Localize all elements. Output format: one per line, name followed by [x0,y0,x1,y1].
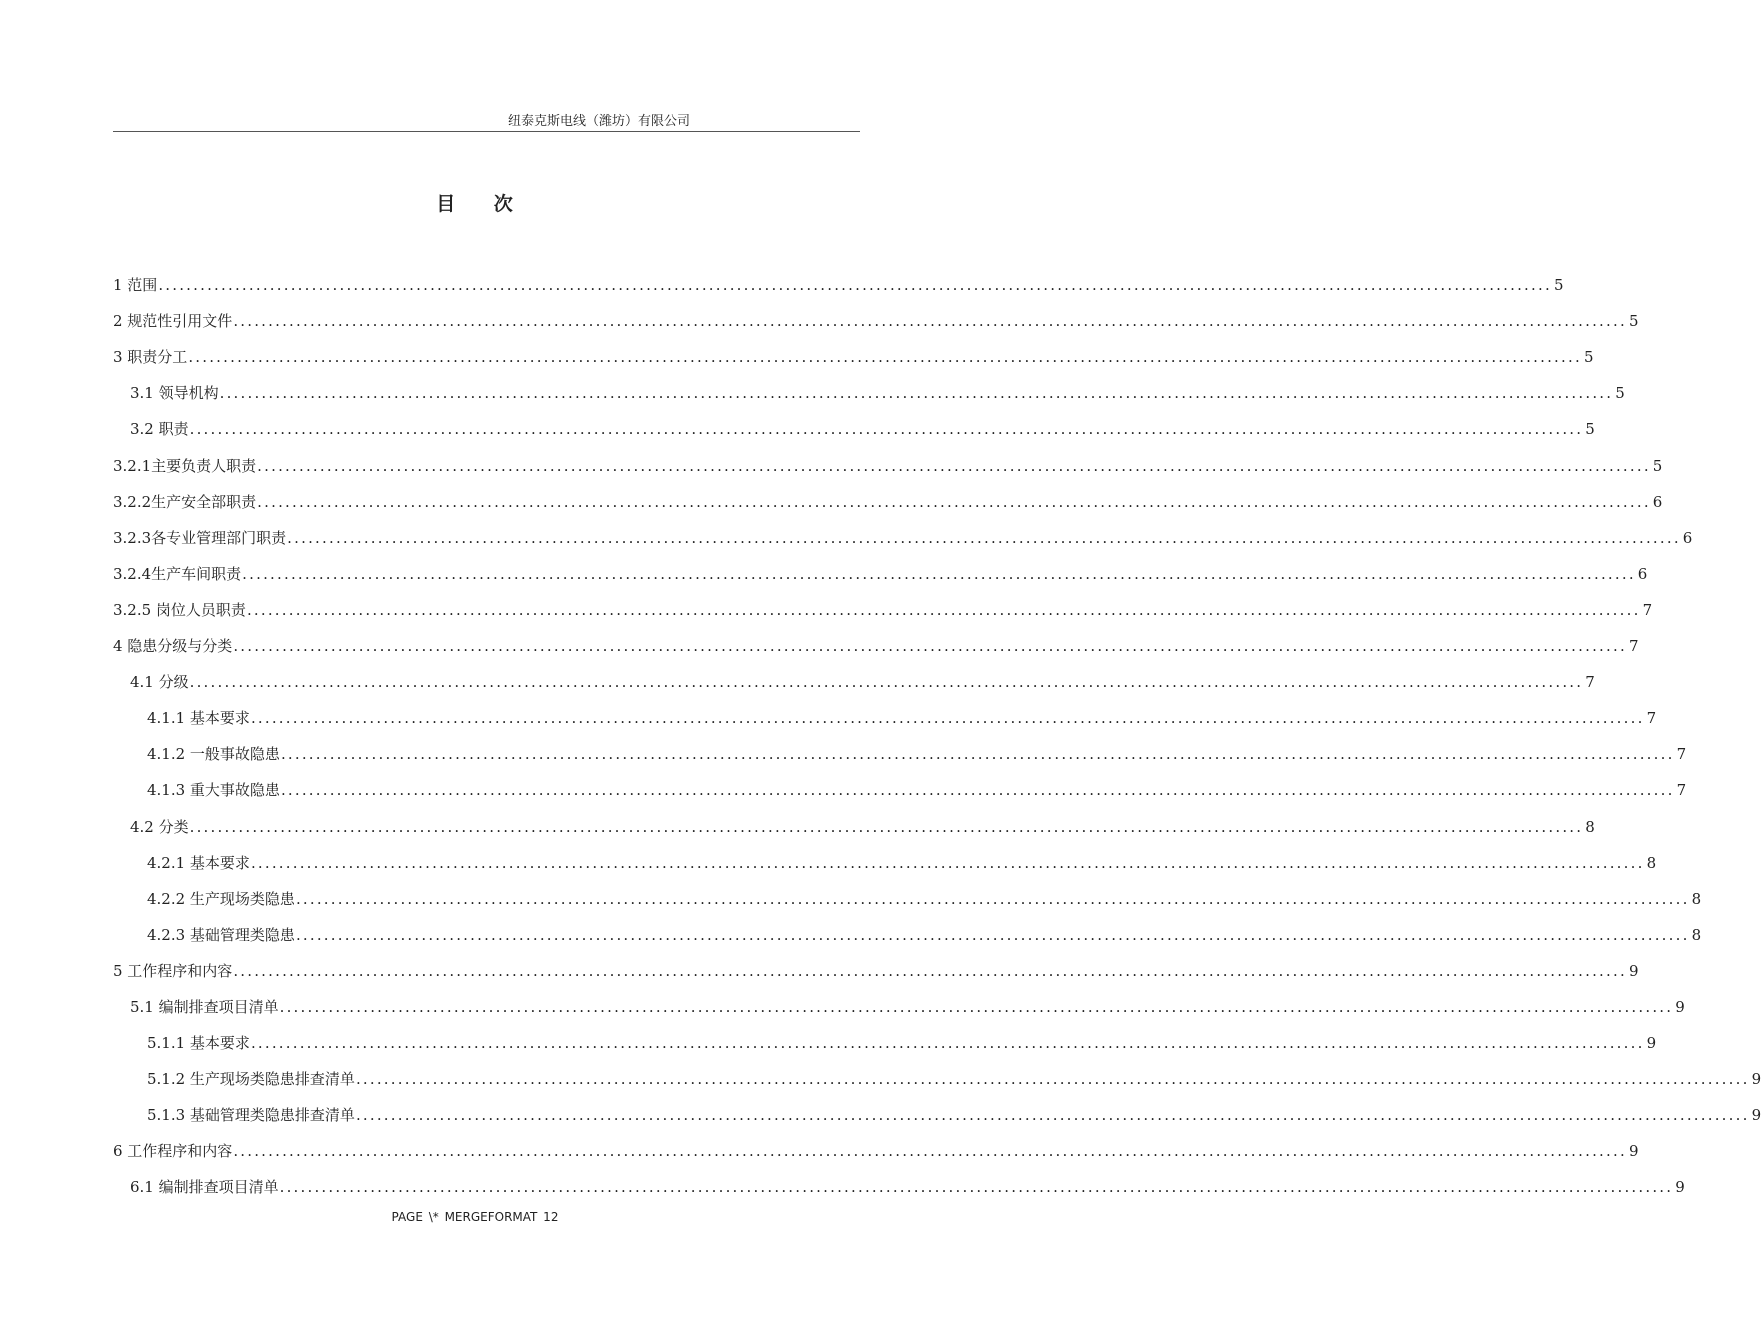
toc-dot-leader: ........................................................................................................................................................................................................ [188,348,1582,367]
toc-entry-label: 3.2.4生产车间职责 [113,564,242,583]
toc-dot-leader: ........................................................................................................................................................................................................ [250,1034,1645,1053]
toc-entry-page: 8 [1585,817,1595,836]
toc-entry-page: 9 [1646,1034,1657,1053]
toc-entry-page: 9 [1628,961,1639,980]
toc-entry[interactable] [113,731,1687,767]
toc-entry[interactable] [113,442,1663,478]
toc-entry[interactable] [113,515,1693,551]
toc-entry-label: 3.2.2生产安全部职责 [113,492,257,511]
toc-dot-leader: ........................................................................................................................................................................................................ [250,853,1645,872]
toc-entry-label: 4.2 分类 [130,817,189,836]
toc-entry[interactable] [113,334,1594,370]
toc-entry-page: 9 [1751,1070,1761,1089]
toc-entry-label: 4.1.2 一般事故隐患 [147,745,280,764]
toc-dot-leader: ........................................................................................................................................................................................................ [233,961,1627,980]
toc-dot-leader: ........................................................................................................................................................................................................ [189,420,1584,439]
toc-entry[interactable] [113,840,1657,876]
toc-entry[interactable] [113,876,1702,912]
toc-dot-leader: ........................................................................................................................................................................................................ [250,709,1645,728]
toc-entry-page: 5 [1585,420,1595,439]
toc-dot-leader: ........................................................................................................................................................................................................ [295,889,1690,908]
toc-entry-page: 6 [1652,492,1663,511]
toc-entry-label: 5.1.3 基础管理类隐患排查清单 [147,1106,355,1125]
toc-dot-leader: ........................................................................................................................................................................................................ [233,1142,1627,1161]
toc-entry[interactable] [113,767,1687,803]
toc-entry-label: 5.1.2 生产现场类隐患排查清单 [147,1070,355,1089]
toc-entry-label: 4.1.3 重大事故隐患 [147,781,280,800]
toc-entry-label: 4 隐患分级与分类 [113,637,233,656]
toc-entry[interactable] [113,1164,1685,1200]
toc-entry[interactable] [113,659,1595,695]
page-footer-field: PAGE \* MERGEFORMAT 12 [391,1210,559,1224]
toc-dot-leader: ........................................................................................................................................................................................................ [219,384,1614,403]
toc-dot-leader: ........................................................................................................................................................................................................ [158,276,1552,295]
toc-dot-leader: ........................................................................................................................................................................................................ [287,528,1681,547]
toc-dot-leader: ........................................................................................................................................................................................................ [233,312,1627,331]
toc-entry[interactable] [113,298,1639,334]
toc-entry[interactable] [113,912,1702,948]
toc-entry[interactable] [113,479,1663,515]
toc-entry-label: 4.1 分级 [130,673,189,692]
toc-entry[interactable] [113,623,1639,659]
toc-dot-leader: ........................................................................................................................................................................................................ [189,673,1584,692]
toc-entry-label: 3.1 领导机构 [130,384,219,403]
toc-entry[interactable] [113,984,1685,1020]
page-header [113,113,860,132]
toc-entry-page: 5 [1628,312,1639,331]
toc-entry[interactable] [113,1056,1761,1092]
toc-dot-leader: ........................................................................................................................................................................................................ [257,492,1651,511]
toc-entry[interactable] [113,1020,1657,1056]
toc-entry-page: 8 [1691,889,1702,908]
toc-dot-leader: ........................................................................................................................................................................................................ [279,1178,1674,1197]
toc-entry[interactable] [113,695,1657,731]
toc-dot-leader: ........................................................................................................................................................................................................ [280,781,1675,800]
toc-entry[interactable] [113,262,1564,298]
toc-entry[interactable] [113,587,1653,623]
toc-entry-label: 4.2.2 生产现场类隐患 [147,889,295,908]
toc-entry-label: 3.2.1主要负责人职责 [113,456,257,475]
toc-dot-leader: ........................................................................................................................................................................................................ [189,817,1584,836]
toc-dot-leader: ........................................................................................................................................................................................................ [355,1106,1750,1125]
toc-entry-label: 1 范围 [113,276,158,295]
company-name: 纽泰克斯电线（潍坊）有限公司 [508,114,691,129]
toc-dot-leader: ........................................................................................................................................................................................................ [257,456,1651,475]
toc-entry-label: 3 职责分工 [113,348,188,367]
toc-entry-label: 5.1.1 基本要求 [147,1034,250,1053]
toc-entry[interactable] [113,948,1639,984]
toc-entry-page: 9 [1675,1178,1685,1197]
page-title: 目 次 [436,193,514,215]
toc-entry-label: 4.1.1 基本要求 [147,709,250,728]
toc-dot-leader: ........................................................................................................................................................................................................ [246,600,1641,619]
toc-entry-label: 6 工作程序和内容 [113,1142,233,1161]
toc-dot-leader: ........................................................................................................................................................................................................ [355,1070,1750,1089]
toc-entry-page: 7 [1676,781,1687,800]
toc-entry-page: 9 [1628,1142,1639,1161]
toc-entry-page: 7 [1585,673,1595,692]
toc-entry-page: 5 [1583,348,1594,367]
toc-dot-leader: ........................................................................................................................................................................................................ [233,637,1627,656]
toc-entry-page: 6 [1637,564,1648,583]
toc-entry-label: 5 工作程序和内容 [113,961,233,980]
toc-dot-leader: ........................................................................................................................................................................................................ [280,745,1675,764]
toc-entry-page: 5 [1615,384,1625,403]
toc-entry-label: 6.1 编制排查项目清单 [130,1178,279,1197]
toc-entry-page: 7 [1642,600,1653,619]
toc-entry[interactable] [113,370,1625,406]
toc-entry-label: 5.1 编制排查项目清单 [130,997,279,1016]
toc-entry-label: 4.2.1 基本要求 [147,853,250,872]
toc-entry-page: 6 [1682,528,1693,547]
toc-dot-leader: ........................................................................................................................................................................................................ [295,925,1690,944]
toc-entry[interactable] [113,551,1648,587]
toc-entry-page: 7 [1646,709,1657,728]
toc-entry[interactable] [113,1128,1639,1164]
table-of-contents [113,262,1761,1200]
toc-entry-label: 4.2.3 基础管理类隐患 [147,925,295,944]
toc-entry-label: 3.2.5 岗位人员职责 [113,600,246,619]
toc-entry-page: 5 [1652,456,1663,475]
toc-entry-page: 8 [1646,853,1657,872]
toc-entry[interactable] [113,803,1595,839]
toc-entry-page: 8 [1691,925,1702,944]
toc-entry-label: 3.2.3各专业管理部门职责 [113,528,287,547]
toc-entry-page: 9 [1675,997,1685,1016]
toc-entry-page: 7 [1628,637,1639,656]
toc-entry-label: 3.2 职责 [130,420,189,439]
toc-entry[interactable] [113,406,1595,442]
toc-entry-page: 7 [1676,745,1687,764]
toc-entry-page: 9 [1751,1106,1761,1125]
toc-entry-page: 5 [1553,276,1564,295]
toc-dot-leader: ........................................................................................................................................................................................................ [242,564,1636,583]
toc-dot-leader: ........................................................................................................................................................................................................ [279,997,1674,1016]
toc-entry[interactable] [113,1092,1761,1128]
toc-entry-label: 2 规范性引用文件 [113,312,233,331]
